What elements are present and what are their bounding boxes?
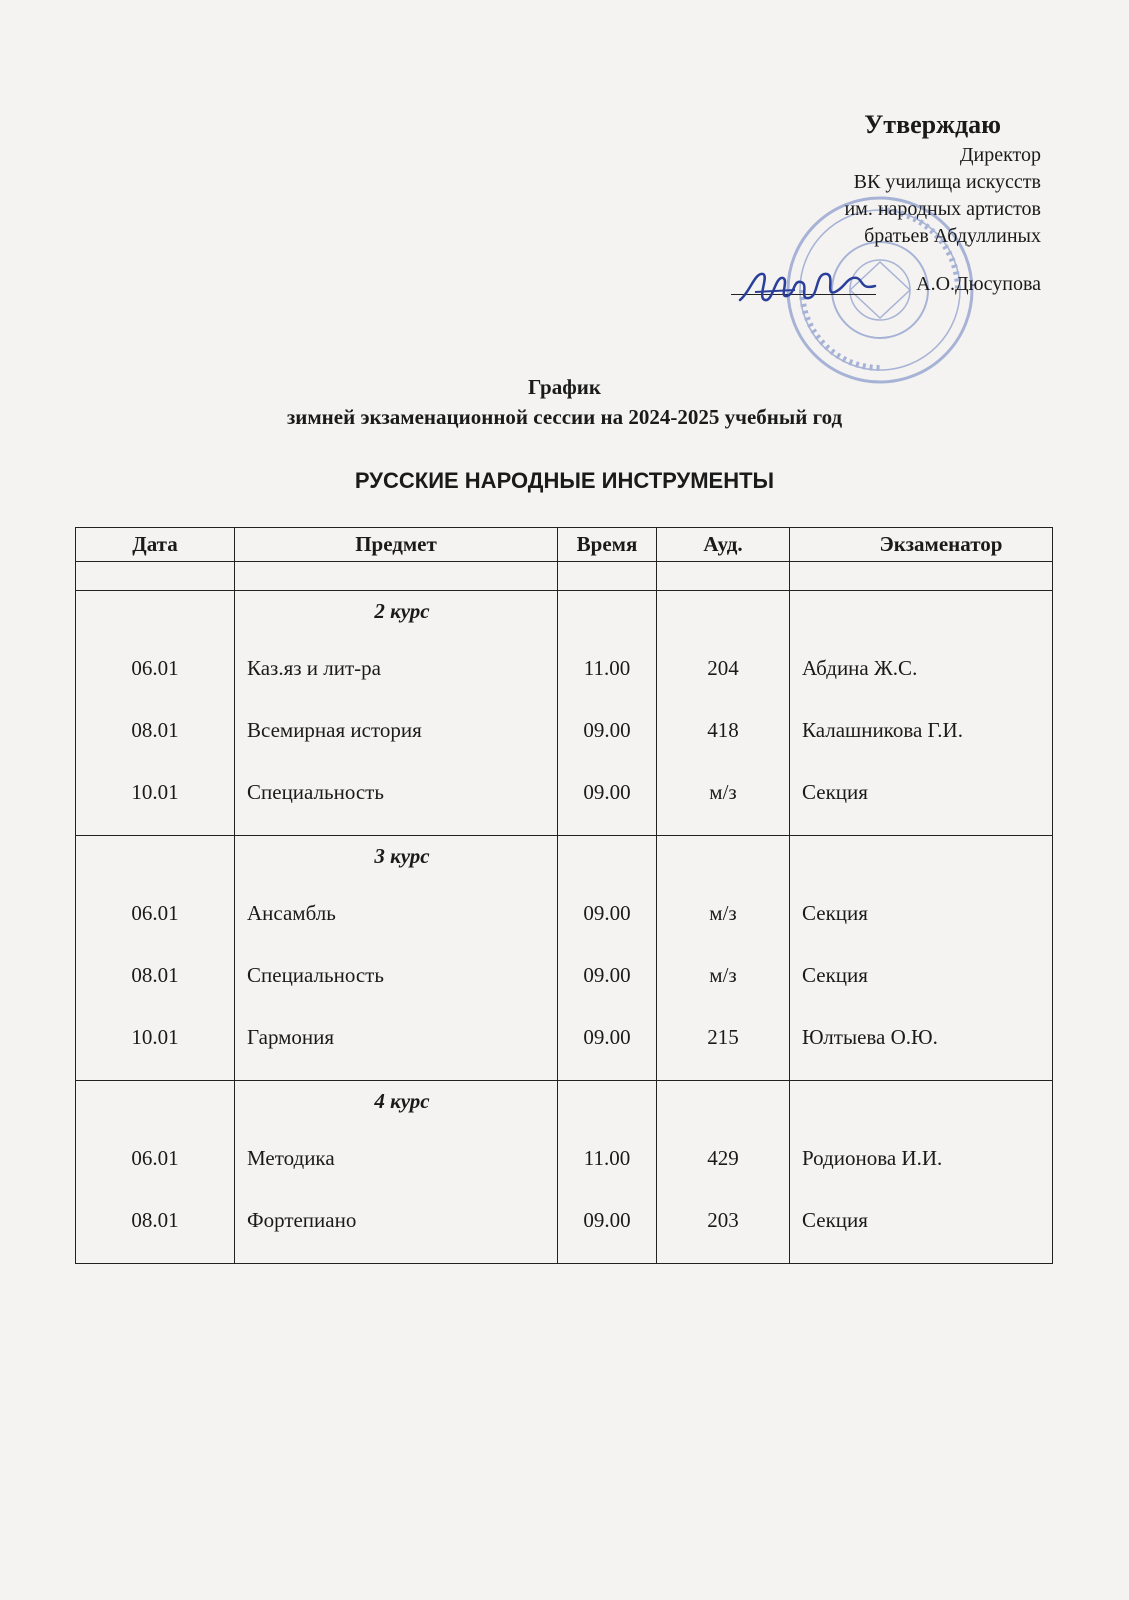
date-column bbox=[76, 1081, 235, 1264]
course-label: 4 курс bbox=[374, 1089, 430, 1113]
examiner-cell: Родионова И.И. bbox=[802, 1146, 943, 1170]
subject-cell: Методика bbox=[247, 1146, 335, 1170]
room-column bbox=[657, 591, 790, 836]
approval-line: им. народных артистов bbox=[844, 198, 1041, 220]
time-cell: 11.00 bbox=[583, 1146, 631, 1170]
date-cell: 06.01 bbox=[131, 656, 179, 680]
course-label: 2 курс bbox=[374, 599, 430, 623]
header-examiner: Экзаменатор bbox=[790, 528, 1053, 562]
table-header-row bbox=[76, 528, 1053, 562]
empty-cell bbox=[76, 562, 235, 591]
time-cell: 11.00 bbox=[583, 656, 631, 680]
subject-cell: Каз.яз и лит-ра bbox=[247, 656, 381, 680]
room-cell: 215 bbox=[707, 1025, 739, 1049]
course-group bbox=[76, 591, 1053, 836]
examiner-column bbox=[790, 1081, 1053, 1264]
room-cell: м/з bbox=[709, 780, 737, 804]
room-cell: 203 bbox=[707, 1208, 739, 1232]
header-date: Дата bbox=[76, 528, 235, 562]
time-cell: 09.00 bbox=[583, 780, 631, 804]
subject-cell: Фортепиано bbox=[247, 1208, 357, 1232]
examiner-cell: Секция bbox=[802, 780, 868, 804]
approval-line: Директор bbox=[959, 144, 1041, 166]
course-group bbox=[76, 836, 1053, 1081]
handwritten-signature-icon bbox=[735, 262, 885, 312]
subject-cell: Специальность bbox=[247, 963, 384, 987]
time-cell: 09.00 bbox=[583, 1208, 631, 1232]
time-cell: 09.00 bbox=[583, 963, 631, 987]
room-cell: м/з bbox=[709, 963, 737, 987]
room-cell: 429 bbox=[707, 1146, 739, 1170]
approval-line: братьев Абдуллиных bbox=[864, 225, 1041, 247]
examiner-cell: Калашникова Г.И. bbox=[802, 718, 963, 742]
approval-line: ВК училища искусств bbox=[853, 171, 1041, 193]
date-cell: 08.01 bbox=[131, 718, 179, 742]
empty-cell bbox=[790, 562, 1053, 591]
examiner-column bbox=[790, 591, 1053, 836]
subject-cell: Гармония bbox=[247, 1025, 335, 1049]
schedule-table bbox=[75, 527, 1053, 1264]
empty-cell bbox=[657, 562, 790, 591]
time-cell: 09.00 bbox=[583, 1025, 631, 1049]
subject-column bbox=[235, 591, 558, 836]
subject-cell: Всемирная история bbox=[247, 718, 422, 742]
subject-cell: Специальность bbox=[247, 780, 384, 804]
director-name: А.О.Дюсупова bbox=[916, 273, 1041, 295]
date-column bbox=[76, 591, 235, 836]
empty-row bbox=[76, 562, 1053, 591]
department-title: РУССКИЕ НАРОДНЫЕ ИНСТРУМЕНТЫ bbox=[354, 468, 775, 493]
date-cell: 08.01 bbox=[131, 963, 179, 987]
course-label: 3 курс bbox=[374, 844, 430, 868]
room-cell: м/з bbox=[709, 901, 737, 925]
date-cell: 08.01 bbox=[131, 1208, 179, 1232]
time-cell: 09.00 bbox=[583, 901, 631, 925]
empty-cell bbox=[235, 562, 558, 591]
document-subtitle: зимней экзаменационной сессии на 2024-2025 учебный год bbox=[286, 405, 843, 429]
approval-title: Утверждаю bbox=[864, 110, 1001, 139]
date-cell: 10.01 bbox=[131, 780, 179, 804]
time-column bbox=[558, 591, 657, 836]
examiner-cell: Абдина Ж.С. bbox=[802, 656, 918, 680]
course-group bbox=[76, 1081, 1053, 1264]
empty-cell bbox=[558, 562, 657, 591]
header-room: Ауд. bbox=[657, 528, 790, 562]
room-cell: 204 bbox=[707, 656, 739, 680]
subject-column bbox=[235, 1081, 558, 1264]
examiner-cell: Секция bbox=[802, 1208, 868, 1232]
header-subject: Предмет bbox=[235, 528, 558, 562]
date-cell: 06.01 bbox=[131, 1146, 179, 1170]
time-cell: 09.00 bbox=[583, 718, 631, 742]
examiner-cell: Секция bbox=[802, 901, 868, 925]
examiner-cell: Юлтыева О.Ю. bbox=[802, 1025, 938, 1049]
room-cell: 418 bbox=[707, 718, 739, 742]
subject-column bbox=[235, 836, 558, 1081]
examiner-column bbox=[790, 836, 1053, 1081]
examiner-cell: Секция bbox=[802, 963, 868, 987]
header-time: Время bbox=[558, 528, 657, 562]
time-column bbox=[558, 1081, 657, 1264]
date-column bbox=[76, 836, 235, 1081]
room-column bbox=[657, 1081, 790, 1264]
time-column bbox=[558, 836, 657, 1081]
date-cell: 10.01 bbox=[131, 1025, 179, 1049]
document-title: График bbox=[528, 375, 601, 399]
subject-cell: Ансамбль bbox=[247, 901, 336, 925]
date-cell: 06.01 bbox=[131, 901, 179, 925]
room-column bbox=[657, 836, 790, 1081]
